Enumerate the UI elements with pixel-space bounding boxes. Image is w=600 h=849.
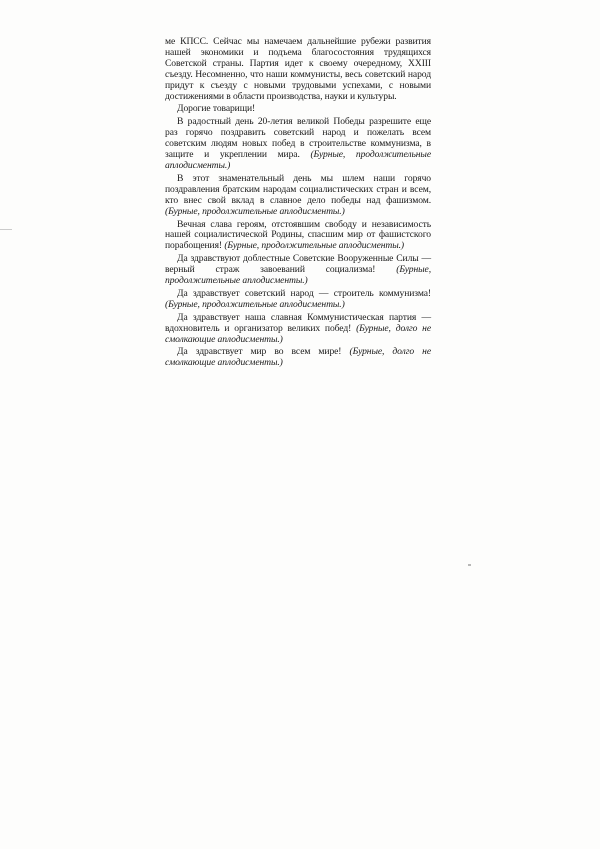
paragraph-text: В радостный день 20-летия великой Победы разрешите еще раз горячо поздравить советский народ и пожелать всем советским людям новых побед в строительстве коммунизма, в защите и укреплении мира. (165, 116, 431, 161)
applause-note: (Бурные, продолжительные аплодисменты.) (165, 298, 345, 310)
paragraph-salutation (165, 104, 431, 115)
paragraph-text: Дорогие товарищи! (177, 103, 256, 115)
applause-note: (Бурные, долго не смолкающие аплодисменты.) (165, 322, 431, 345)
paragraph-world-peace (165, 347, 431, 369)
scan-artifact-dot (468, 564, 471, 566)
paragraph-text: Да здравствует советский народ — строитель коммунизма! (177, 287, 431, 299)
paragraph-party (165, 313, 431, 346)
applause-note: (Бурные, продолжительные аплодисменты.) (165, 264, 431, 287)
paragraph-text: В этот знаменательный день мы шлем наши горячо поздравления братским народам социалистических стран и всем, кто внес свой вклад в славное дело победы над фашизмом. (165, 172, 431, 206)
paragraph-text: Да здравствуют доблестные Советские Вооруженные Силы — верный страж завоеваний социализма! (165, 253, 431, 276)
scan-artifact-mark (0, 229, 12, 230)
applause-note: (Бурные, продолжительные аплодисменты.) (165, 205, 345, 217)
paragraph-armed-forces (165, 254, 431, 287)
paragraph-text: ме КПСС. Сейчас мы намечаем дальнейшие рубежи развития нашей экономики и подъема благосостояния трудящихся Советской страны. Партия идет к своему очередному, XXIII съезду. Несомненно, что наши коммунисты, весь советский народ придут к съезду с новыми трудовыми успехами, с новыми достижениями в области производства, науки и культуры. (165, 36, 431, 102)
paragraph-congratulation (165, 117, 431, 172)
paragraph-soviet-people (165, 289, 431, 311)
applause-note: (Бурные, продолжительные аплодисменты.) (224, 240, 405, 252)
paragraph-text: Да здравствует мир во всем мире! (177, 346, 342, 358)
speech-text-block (165, 37, 431, 369)
paragraph-text: Да здравствует наша славная Коммунистическая партия — вдохновитель и организатор великих побед! (165, 311, 431, 334)
paragraph-text: Вечная слава героям, отстоявшим свободу и независимость нашей социалистической Родины, спасшим мир от фашистского порабощения! (165, 218, 431, 252)
applause-note: (Бурные, продолжительные аплодисменты.) (165, 149, 431, 171)
applause-note: (Бурные, долго не смолкающие аплодисменты.) (165, 346, 431, 369)
paragraph-glory-heroes (165, 220, 431, 253)
paragraph-greetings (165, 174, 431, 218)
paragraph-continuation (165, 37, 431, 102)
